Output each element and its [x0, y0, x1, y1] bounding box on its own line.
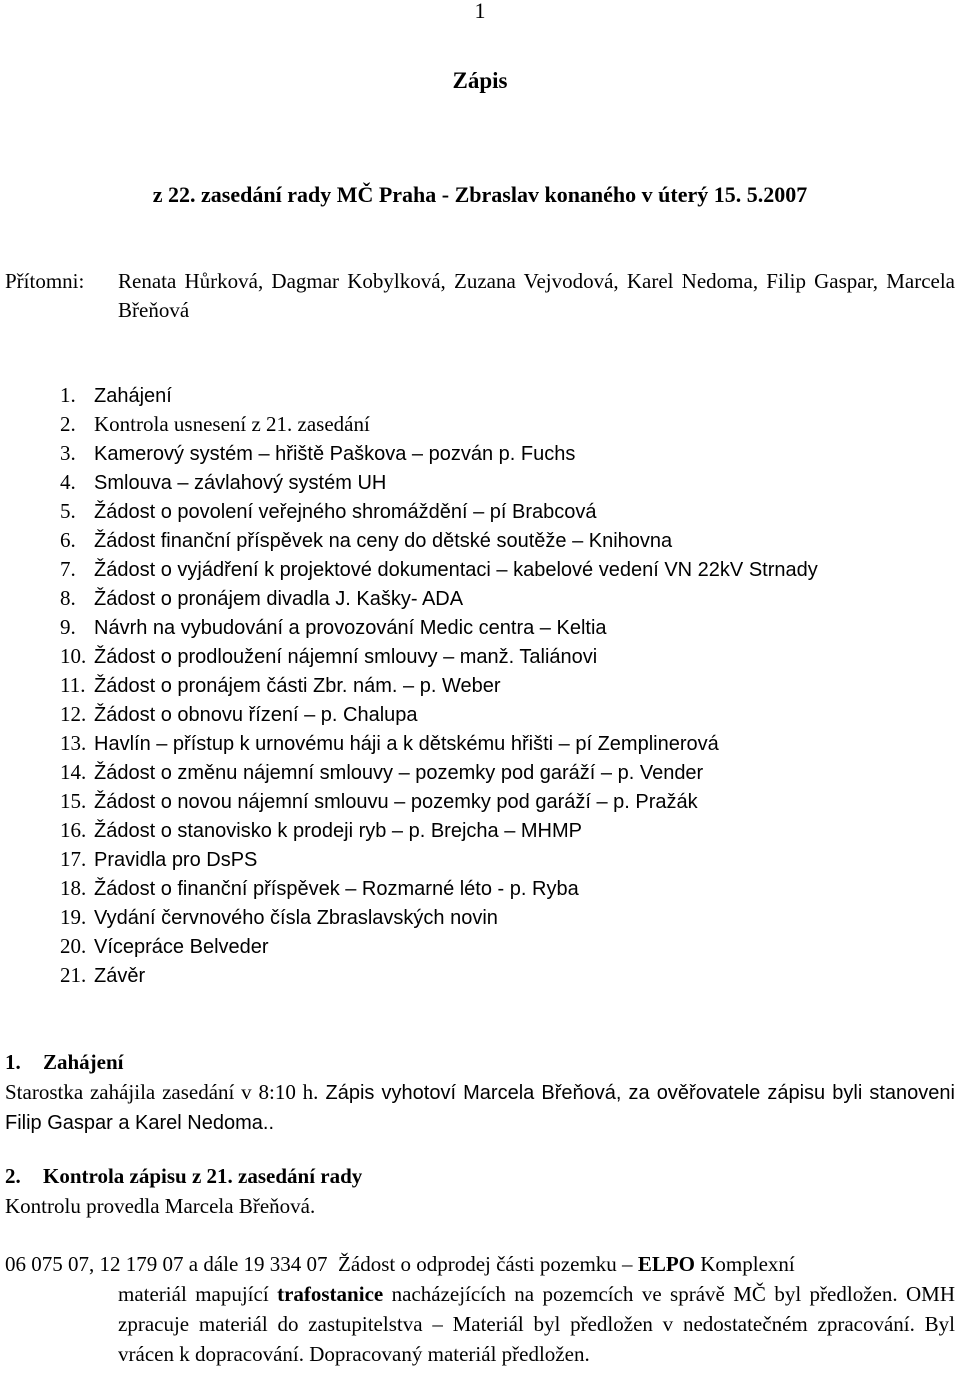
section-2-number: 2.	[5, 1164, 21, 1188]
agenda-item	[60, 613, 818, 642]
agenda-item-text: Žádost o novou nájemní smlouvu – pozemky pod garáží – p. Pražák	[94, 791, 698, 813]
agenda-item	[60, 758, 818, 787]
section-1-text-b: Zápis vyhotoví Marcela Břeňová, za ověřovatele zápisu byli stanoveni Filip Gaspar a Karel Nedoma..	[5, 1082, 955, 1134]
agenda-item-text: Zahájení	[94, 385, 172, 407]
attendees-label: Přítomni:	[5, 269, 85, 293]
agenda-item-number: 18.	[60, 876, 87, 900]
agenda-item	[60, 468, 818, 497]
section-1-text	[5, 1078, 955, 1138]
agenda-item-number: 9.	[60, 615, 76, 639]
agenda-item	[60, 729, 818, 758]
agenda-item-text: Žádost o obnovu řízení – p. Chalupa	[94, 704, 418, 726]
attendees-block	[5, 267, 955, 325]
agenda-item-text: Žádost finanční příspěvek na ceny do dětské soutěže – Knihovna	[94, 530, 673, 552]
item-record-text-a: materiál mapující	[118, 1282, 278, 1306]
agenda-item-number: 11.	[60, 673, 86, 697]
agenda-item-number: 13.	[60, 731, 87, 755]
agenda-item-number: 15.	[60, 789, 87, 813]
section-2-title: Kontrola zápisu z 21. zasedání rady	[43, 1164, 363, 1188]
agenda-item	[60, 584, 818, 613]
agenda-item	[60, 845, 818, 874]
agenda-item-text: Žádost o povolení veřejného shromáždění – pí Brabcová	[94, 501, 597, 523]
agenda-item	[60, 932, 818, 961]
agenda-item-number: 19.	[60, 905, 87, 929]
agenda-item-number: 2.	[60, 412, 76, 436]
agenda-item	[60, 961, 818, 990]
agenda-item-number: 6.	[60, 528, 76, 552]
agenda-item	[60, 439, 818, 468]
agenda-item-text: Žádost o vyjádření k projektové dokumentaci – kabelové vedení VN 22kV Strnady	[94, 559, 818, 581]
agenda-item-number: 4.	[60, 470, 76, 494]
agenda-item-number: 3.	[60, 441, 76, 465]
agenda-list	[60, 381, 818, 990]
agenda-item-number: 17.	[60, 847, 87, 871]
agenda-item-number: 10.	[60, 644, 87, 668]
agenda-item	[60, 903, 818, 932]
page-number: 1	[474, 0, 486, 23]
agenda-item-text: Žádost o pronájem divadla J. Kašky- ADA	[94, 588, 464, 610]
agenda-item-number: 5.	[60, 499, 76, 523]
document-subtitle: z 22. zasedání rady MČ Praha - Zbraslav konaného v úterý 15. 5.2007	[152, 182, 808, 207]
section-2-text: Kontrolu provedla Marcela Břeňová.	[5, 1194, 316, 1218]
agenda-item	[60, 555, 818, 584]
agenda-item-text: Žádost o stanovisko k prodeji ryb – p. Brejcha – MHMP	[94, 820, 582, 842]
section-1-heading	[5, 1050, 124, 1075]
agenda-item-number: 12.	[60, 702, 87, 726]
agenda-item	[60, 787, 818, 816]
agenda-item-number: 21.	[60, 963, 87, 987]
section-1-number: 1.	[5, 1050, 21, 1074]
item-record-text-b: nacházejících na pozemcích ve správě MČ byl předložen. OMH zpracuje materiál do zastupitelstva – Materiál byl předložen v nedostatečném zpracování. Byl vrácen k dopracování. Dopracovaný materiál předložen.	[118, 1282, 955, 1366]
agenda-item	[60, 700, 818, 729]
agenda-item-number: 20.	[60, 934, 87, 958]
agenda-item-text: Smlouva – závlahový systém UH	[94, 472, 387, 494]
agenda-item-text: Závěr	[94, 965, 146, 987]
agenda-item	[60, 642, 818, 671]
agenda-item	[60, 874, 818, 903]
agenda-item-text: Návrh na vybudování a provozování Medic centra – Keltia	[94, 617, 607, 639]
agenda-item-text: Vícepráce Belveder	[94, 936, 269, 958]
agenda-item-text: Pravidla pro DsPS	[94, 849, 258, 871]
agenda-item-number: 7.	[60, 557, 76, 581]
agenda-item	[60, 526, 818, 555]
attendees-names: Renata Hůrková, Dagmar Kobylková, Zuzana Vejvodová, Karel Nedoma, Filip Gaspar, Marcela Břeňová	[118, 269, 955, 322]
agenda-item-text: Žádost o pronájem části Zbr. nám. – p. Weber	[94, 675, 501, 697]
item-record	[5, 1249, 955, 1369]
section-1-title: Zahájení	[43, 1050, 124, 1074]
agenda-item-text: Žádost o prodloužení nájemní smlouvy – manž. Taliánovi	[94, 646, 598, 668]
agenda-item	[60, 671, 818, 700]
item-record-lead: Žádost o odprodej části pozemku –	[338, 1252, 638, 1276]
item-record-keyword: trafostanice	[277, 1282, 384, 1306]
agenda-item-number: 14.	[60, 760, 87, 784]
agenda-item-text: Vydání červnového čísla Zbraslavských novin	[94, 907, 498, 929]
agenda-item-number: 16.	[60, 818, 87, 842]
agenda-item	[60, 497, 818, 526]
agenda-item-number: 8.	[60, 586, 76, 610]
agenda-item-text: Žádost o změnu nájemní smlouvy – pozemky pod garáží – p. Vender	[94, 762, 704, 784]
agenda-item-text: Žádost o finanční příspěvek – Rozmarné léto - p. Ryba	[94, 878, 579, 900]
section-1-text-a: Starostka zahájila zasedání v 8:10 h.	[5, 1080, 319, 1104]
item-record-lead-end: Komplexní	[695, 1252, 795, 1276]
agenda-item	[60, 410, 818, 439]
agenda-item-text: Havlín – přístup k urnovému háji a k dětskému hřišti – pí Zemplinerová	[94, 733, 719, 755]
item-record-ref: 06 075 07, 12 179 07 a dále 19 334 07	[5, 1252, 328, 1276]
agenda-item	[60, 381, 818, 410]
document-title: Zápis	[452, 68, 508, 93]
item-record-company: ELPO	[637, 1252, 695, 1276]
agenda-item	[60, 816, 818, 845]
agenda-item-text: Kontrola usnesení z 21. zasedání	[94, 412, 370, 436]
section-2-heading	[5, 1164, 362, 1189]
agenda-item-number: 1.	[60, 383, 76, 407]
agenda-item-text: Kamerový systém – hřiště Paškova – pozván p. Fuchs	[94, 443, 576, 465]
